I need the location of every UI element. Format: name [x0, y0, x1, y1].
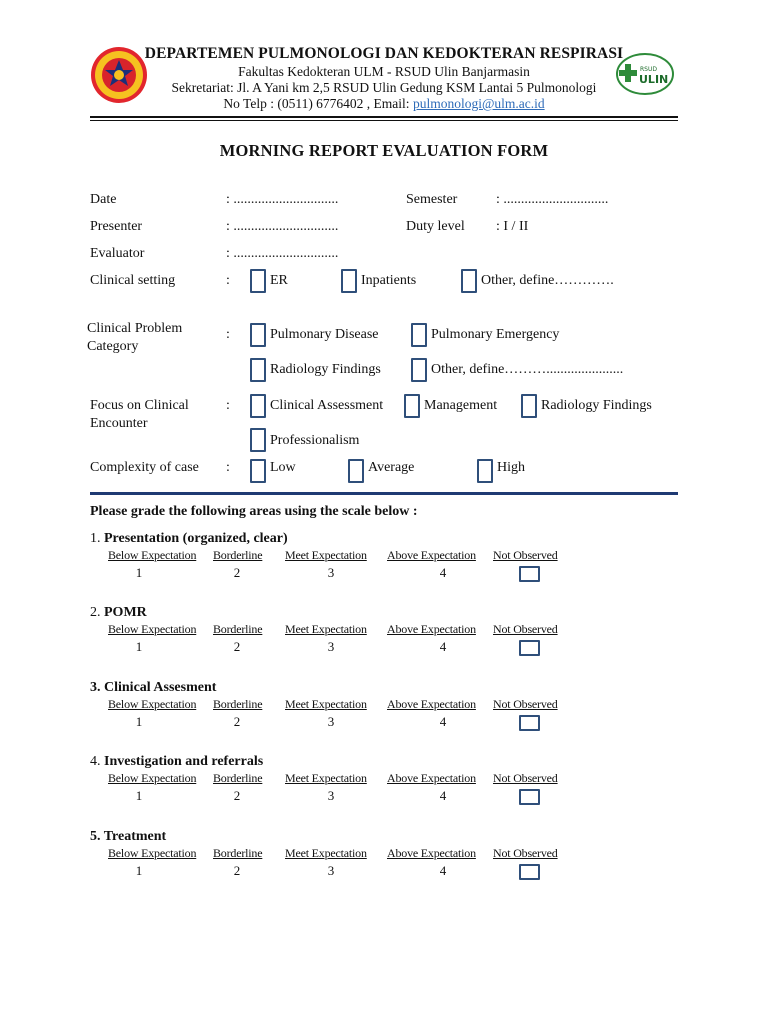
clinical-assessment-label: Clinical Assessment — [270, 398, 384, 413]
scale-value-1[interactable]: 1 — [135, 639, 143, 654]
grading-item-title — [90, 829, 166, 845]
scale-label: Meet Expectation — [285, 622, 367, 636]
average-checkbox[interactable] — [348, 459, 364, 483]
scale-label: Meet Expectation — [285, 771, 367, 785]
scale-label: Below Expectation — [108, 622, 197, 636]
evaluator-label: Evaluator — [90, 246, 145, 261]
grading-item-label: Clinical Assesment — [104, 680, 217, 695]
grading-item-number: 4. — [90, 754, 101, 769]
presenter-label: Presenter — [90, 219, 143, 234]
scale-value-1[interactable]: 1 — [135, 714, 143, 729]
grading-item-label: Treatment — [103, 829, 167, 844]
grading-item-number: 1. — [90, 531, 101, 546]
high-checkbox[interactable] — [477, 459, 493, 483]
scale-label: Below Expectation — [108, 846, 197, 860]
er-option-label: ER — [270, 273, 288, 288]
scale-label: Meet Expectation — [285, 548, 367, 562]
scale-label: Above Expectation — [387, 846, 476, 860]
duty-level-label: Duty level — [406, 219, 465, 234]
grading-item-title — [90, 605, 147, 621]
grading-item-number: 5. — [90, 829, 101, 844]
management-checkbox[interactable] — [404, 394, 420, 418]
section-separator — [90, 492, 678, 495]
radiology-findings-focus-label: Radiology Findings — [541, 398, 652, 413]
scale-value-2[interactable]: 2 — [233, 565, 241, 580]
scale-label: Not Observed — [493, 697, 558, 711]
grading-item-number: 3. — [90, 680, 101, 695]
scale-label: Meet Expectation — [285, 697, 367, 711]
grading-item-number: 2. — [90, 605, 101, 620]
phone-text: No Telp : (0511) 6776402 , Email: — [223, 96, 413, 111]
scale-value-1[interactable]: 1 — [135, 565, 143, 580]
evaluator-field[interactable]: : .............................. — [226, 246, 339, 261]
scale-value-4[interactable]: 4 — [439, 788, 447, 803]
scale-label: Above Expectation — [387, 548, 476, 562]
not-observed-checkbox[interactable] — [519, 566, 540, 582]
faculty-line: Fakultas Kedokteran ULM - RSUD Ulin Banjarmasin — [238, 64, 530, 79]
scale-label: Below Expectation — [108, 697, 197, 711]
presenter-field[interactable]: : .............................. — [226, 219, 339, 234]
scale-label: Borderline — [213, 846, 263, 860]
scale-label: Above Expectation — [387, 622, 476, 636]
email-link[interactable]: pulmonologi@ulm.ac.id — [412, 96, 545, 111]
er-checkbox[interactable] — [250, 269, 266, 293]
scale-label: Above Expectation — [387, 771, 476, 785]
other-problem-label: Other, define………...................... — [431, 362, 624, 377]
scale-value-4[interactable]: 4 — [439, 863, 447, 878]
professionalism-label: Professionalism — [270, 433, 360, 448]
not-observed-checkbox[interactable] — [519, 789, 540, 805]
scale-value-2[interactable]: 2 — [233, 639, 241, 654]
radiology-findings-problem-label: Radiology Findings — [270, 362, 381, 377]
scale-value-3[interactable]: 3 — [327, 565, 335, 580]
scale-value-4[interactable]: 4 — [439, 639, 447, 654]
grading-item-title — [90, 680, 216, 696]
department-name: DEPARTEMEN PULMONOLOGI DAN KEDOKTERAN RESPIRASI — [144, 45, 624, 62]
header-rule — [90, 116, 678, 118]
grading-item-title — [90, 754, 263, 770]
scale-label: Not Observed — [493, 622, 558, 636]
other-setting-checkbox[interactable] — [461, 269, 477, 293]
not-observed-checkbox[interactable] — [519, 864, 540, 880]
hospital-logo-text-2: ULIN — [639, 73, 669, 86]
scale-label: Meet Expectation — [285, 846, 367, 860]
scale-label: Not Observed — [493, 548, 558, 562]
other-problem-checkbox[interactable] — [411, 358, 427, 382]
date-field[interactable]: : .............................. — [226, 192, 339, 207]
scale-value-4[interactable]: 4 — [439, 714, 447, 729]
scale-label: Borderline — [213, 622, 263, 636]
scale-label: Below Expectation — [108, 548, 197, 562]
scale-value-3[interactable]: 3 — [327, 714, 335, 729]
scale-value-3[interactable]: 3 — [327, 788, 335, 803]
grading-item-label: POMR — [104, 605, 147, 620]
scale-value-2[interactable]: 2 — [233, 714, 241, 729]
form-title: MORNING REPORT EVALUATION FORM — [219, 141, 549, 160]
professionalism-checkbox[interactable] — [250, 428, 266, 452]
focus-label: Focus on Clinical Encounter — [90, 398, 189, 431]
duty-level-field[interactable]: : I / II — [496, 219, 529, 234]
scale-value-1[interactable]: 1 — [135, 863, 143, 878]
clinical-setting-label: Clinical setting — [90, 273, 176, 288]
scale-value-2[interactable]: 2 — [233, 788, 241, 803]
scale-label: Below Expectation — [108, 771, 197, 785]
scale-label: Borderline — [213, 771, 263, 785]
scale-label: Not Observed — [493, 846, 558, 860]
not-observed-checkbox[interactable] — [519, 640, 540, 656]
contact-line — [100, 96, 668, 112]
low-checkbox[interactable] — [250, 459, 266, 483]
scale-value-3[interactable]: 3 — [327, 863, 335, 878]
complexity-label: Complexity of case — [90, 460, 199, 475]
scale-value-2[interactable]: 2 — [233, 863, 241, 878]
date-label: Date — [90, 192, 117, 207]
pulmonary-emergency-checkbox[interactable] — [411, 323, 427, 347]
management-label: Management — [424, 398, 498, 413]
colon: : — [226, 273, 230, 288]
scale-value-1[interactable]: 1 — [135, 788, 143, 803]
pulmonary-disease-label: Pulmonary Disease — [270, 327, 379, 342]
high-label: High — [497, 460, 525, 475]
inpatients-checkbox[interactable] — [341, 269, 357, 293]
grading-item-label: Investigation and referrals — [104, 754, 264, 769]
scale-label: Borderline — [213, 548, 263, 562]
colon: : — [226, 398, 230, 413]
other-setting-option-label: Other, define…………. — [481, 273, 614, 288]
scale-label: Borderline — [213, 697, 263, 711]
header-rule-thin — [90, 120, 678, 121]
scale-value-3[interactable]: 3 — [327, 639, 335, 654]
semester-label: Semester — [406, 192, 458, 207]
semester-field[interactable]: : .............................. — [496, 192, 609, 207]
colon: : — [226, 460, 230, 475]
pulmonary-disease-checkbox[interactable] — [250, 323, 266, 347]
secretariat-line: Sekretariat: Jl. A Yani km 2,5 RSUD Ulin Gedung KSM Lantai 5 Pulmonologi — [171, 80, 597, 95]
scale-value-4[interactable]: 4 — [439, 565, 447, 580]
radiology-findings-focus-checkbox[interactable] — [521, 394, 537, 418]
clinical-assessment-checkbox[interactable] — [250, 394, 266, 418]
grading-item-title — [90, 531, 288, 547]
problem-category-label: Clinical Problem Category — [87, 321, 183, 354]
average-label: Average — [368, 460, 415, 475]
not-observed-checkbox[interactable] — [519, 715, 540, 731]
scale-label: Not Observed — [493, 771, 558, 785]
pulmonary-emergency-label: Pulmonary Emergency — [431, 327, 560, 342]
radiology-findings-problem-checkbox[interactable] — [250, 358, 266, 382]
grading-instructions: Please grade the following areas using the scale below : — [90, 504, 418, 519]
grading-item-label: Presentation (organized, clear) — [104, 531, 288, 546]
letterhead — [0, 0, 768, 120]
inpatients-option-label: Inpatients — [361, 273, 417, 288]
scale-label: Above Expectation — [387, 697, 476, 711]
low-label: Low — [270, 460, 296, 475]
colon: : — [226, 327, 230, 342]
hospital-logo-text-1: RSUD — [640, 66, 657, 73]
